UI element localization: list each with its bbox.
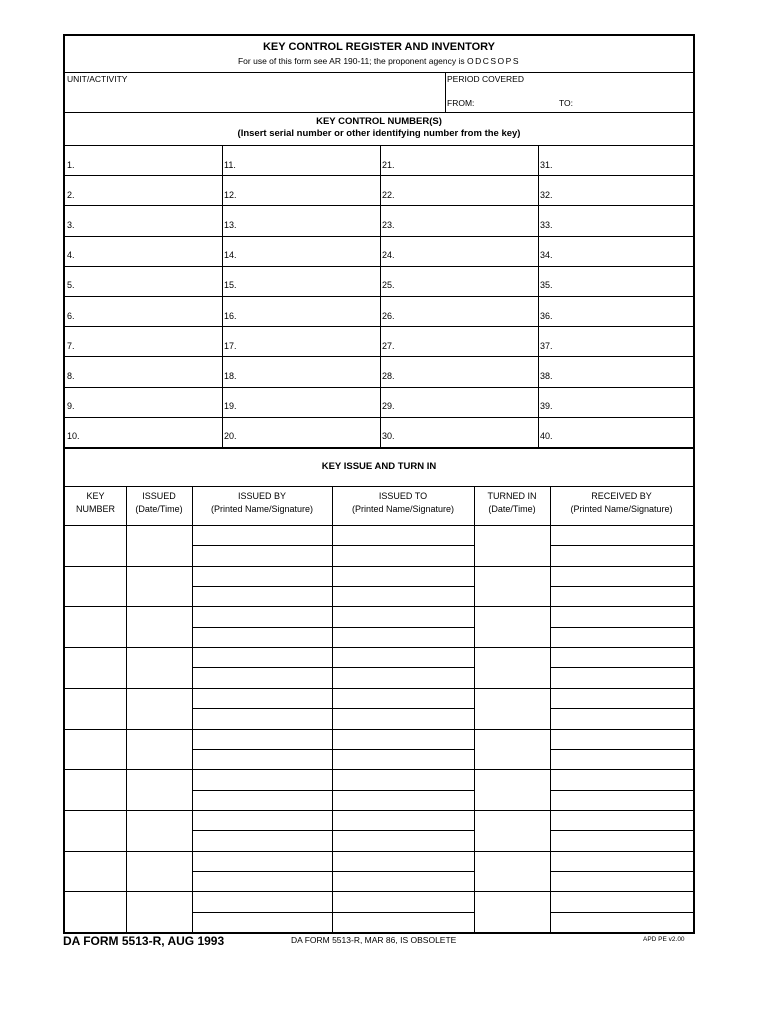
key-number-cell[interactable] <box>66 388 221 416</box>
signature-field[interactable] <box>193 831 331 849</box>
key-number-label: 4. <box>67 250 75 261</box>
key-number-label: 6. <box>67 310 75 321</box>
key-number-cell[interactable] <box>381 418 537 446</box>
signature-field[interactable] <box>333 831 473 849</box>
signature-field[interactable] <box>333 628 473 646</box>
turned-in-datetime-field[interactable] <box>475 852 549 891</box>
key-number-cell[interactable] <box>539 388 692 416</box>
key-number-field[interactable] <box>66 892 125 931</box>
key-number-label: 5. <box>67 280 75 291</box>
key-number-label: 19. <box>224 401 237 412</box>
form-title: KEY CONTROL REGISTER AND INVENTORY <box>262 41 496 53</box>
key-number-label: 12. <box>224 189 237 200</box>
signature-field[interactable] <box>333 709 473 727</box>
signature-field[interactable] <box>193 750 331 768</box>
key-number-label: 25. <box>382 280 395 291</box>
printed-name-field[interactable] <box>333 852 473 870</box>
turned-in-datetime-field[interactable] <box>475 730 549 769</box>
issued-datetime-field[interactable] <box>127 770 191 809</box>
column-header-line1: TURNED IN <box>487 491 537 501</box>
key-number-label: 27. <box>382 340 395 351</box>
key-number-cell[interactable] <box>223 297 379 325</box>
key-number-cell[interactable] <box>539 327 692 355</box>
key-number-label: 34. <box>540 250 553 261</box>
key-number-label: 23. <box>382 219 395 230</box>
turned-in-datetime-field[interactable] <box>475 811 549 850</box>
form-subtitle <box>65 56 693 66</box>
printed-name-field[interactable] <box>551 770 692 788</box>
key-control-numbers-title: KEY CONTROL NUMBER(S) <box>316 116 442 127</box>
obsolete-note: DA FORM 5513-R, MAR 86, IS OBSOLETE <box>291 935 457 945</box>
to-label: TO: <box>559 98 574 108</box>
issued-datetime-field[interactable] <box>127 689 191 728</box>
signature-field[interactable] <box>551 750 692 768</box>
key-number-cell[interactable] <box>381 206 537 234</box>
printed-name-field[interactable] <box>333 567 473 585</box>
printed-name-field[interactable] <box>193 607 331 625</box>
signature-field[interactable] <box>193 628 331 646</box>
signature-field[interactable] <box>551 628 692 646</box>
key-number-label: 16. <box>224 310 237 321</box>
from-label: FROM: <box>447 98 475 108</box>
key-number-field[interactable] <box>66 607 125 646</box>
key-number-cell[interactable] <box>381 267 537 295</box>
column-header-line2: (Printed Name/Signature) <box>351 504 455 514</box>
divider <box>445 72 446 112</box>
signature-field[interactable] <box>551 587 692 605</box>
key-number-label: 28. <box>382 370 395 381</box>
key-number-field[interactable] <box>66 770 125 809</box>
key-number-label: 13. <box>224 219 237 230</box>
key-number-cell[interactable] <box>381 176 537 204</box>
signature-field[interactable] <box>551 668 692 686</box>
column-header <box>550 490 693 516</box>
column-header-line1: ISSUED BY <box>237 491 286 501</box>
key-number-label: 1. <box>67 159 75 170</box>
key-number-label: 3. <box>67 219 75 230</box>
column-header-line2: (Printed Name/Signature) <box>210 504 314 514</box>
key-number-cell[interactable] <box>223 206 379 234</box>
key-number-cell[interactable] <box>223 267 379 295</box>
column-header-line1: RECEIVED BY <box>591 491 652 501</box>
to-field[interactable] <box>577 94 689 110</box>
printed-name-field[interactable] <box>551 811 692 829</box>
key-number-field[interactable] <box>66 526 125 565</box>
key-number-cell[interactable] <box>539 146 692 174</box>
signature-field[interactable] <box>333 546 473 564</box>
key-number-cell[interactable] <box>66 327 221 355</box>
key-number-cell[interactable] <box>66 418 221 446</box>
signature-field[interactable] <box>193 709 331 727</box>
key-number-label: 31. <box>540 159 553 170</box>
key-number-cell[interactable] <box>66 267 221 295</box>
key-number-label: 22. <box>382 189 395 200</box>
column-header-line1: KEY <box>86 491 105 501</box>
column-header-line2: (Date/Time) <box>488 504 536 514</box>
column-header-line2: (Printed Name/Signature) <box>570 504 673 514</box>
unit-activity-field[interactable] <box>67 84 441 110</box>
printed-name-field[interactable] <box>551 567 692 585</box>
subtitle-prefix: For use of this form see AR 190-11; the proponent agency is <box>237 56 465 66</box>
key-number-label: 32. <box>540 189 553 200</box>
printed-name-field[interactable] <box>193 689 331 707</box>
key-number-cell[interactable] <box>381 388 537 416</box>
form-version: APD PE v2.00 <box>643 936 685 943</box>
key-number-cell[interactable] <box>539 237 692 265</box>
key-number-cell[interactable] <box>539 297 692 325</box>
key-number-label: 37. <box>540 340 553 351</box>
key-number-cell[interactable] <box>66 297 221 325</box>
key-number-label: 2. <box>67 189 75 200</box>
key-number-label: 30. <box>382 431 395 442</box>
key-number-cell[interactable] <box>223 418 379 446</box>
printed-name-field[interactable] <box>333 811 473 829</box>
printed-name-field[interactable] <box>333 526 473 544</box>
key-control-form <box>63 34 695 934</box>
key-number-field[interactable] <box>66 852 125 891</box>
unit-activity-label: UNIT/ACTIVITY <box>67 74 128 84</box>
key-number-field[interactable] <box>66 567 125 606</box>
printed-name-field[interactable] <box>333 892 473 910</box>
signature-field[interactable] <box>333 791 473 809</box>
key-number-cell[interactable] <box>66 146 221 174</box>
turned-in-datetime-field[interactable] <box>475 892 549 931</box>
divider <box>65 447 693 449</box>
issued-datetime-field[interactable] <box>127 892 191 931</box>
key-number-label: 20. <box>224 431 237 442</box>
key-number-field[interactable] <box>66 648 125 687</box>
printed-name-field[interactable] <box>193 730 331 748</box>
printed-name-field[interactable] <box>333 648 473 666</box>
key-number-cell[interactable] <box>381 237 537 265</box>
printed-name-field[interactable] <box>551 852 692 870</box>
printed-name-field[interactable] <box>193 567 331 585</box>
printed-name-field[interactable] <box>551 892 692 910</box>
turned-in-datetime-field[interactable] <box>475 607 549 646</box>
printed-name-field[interactable] <box>551 730 692 748</box>
issued-datetime-field[interactable] <box>127 607 191 646</box>
key-number-cell[interactable] <box>539 357 692 385</box>
signature-field[interactable] <box>333 668 473 686</box>
turned-in-datetime-field[interactable] <box>475 770 549 809</box>
turned-in-datetime-field[interactable] <box>475 567 549 606</box>
printed-name-field[interactable] <box>551 648 692 666</box>
signature-field[interactable] <box>333 913 473 931</box>
key-number-label: 29. <box>382 401 395 412</box>
turned-in-datetime-field[interactable] <box>475 526 549 565</box>
turned-in-datetime-field[interactable] <box>475 648 549 687</box>
column-header-line2: (Date/Time) <box>135 504 183 514</box>
key-number-cell[interactable] <box>66 206 221 234</box>
signature-field[interactable] <box>193 913 331 931</box>
issued-datetime-field[interactable] <box>127 567 191 606</box>
key-number-label: 8. <box>67 370 75 381</box>
signature-field[interactable] <box>333 872 473 890</box>
printed-name-field[interactable] <box>333 730 473 748</box>
key-number-label: 33. <box>540 219 553 230</box>
key-number-cell[interactable] <box>381 146 537 174</box>
printed-name-field[interactable] <box>333 770 473 788</box>
key-number-label: 40. <box>540 431 553 442</box>
printed-name-field[interactable] <box>333 607 473 625</box>
key-number-label: 11. <box>224 159 236 170</box>
key-number-field[interactable] <box>66 811 125 850</box>
signature-field[interactable] <box>551 791 692 809</box>
issued-datetime-field[interactable] <box>127 648 191 687</box>
key-issue-title: KEY ISSUE AND TURN IN <box>321 461 437 472</box>
key-number-cell[interactable] <box>381 327 537 355</box>
signature-field[interactable] <box>193 587 331 605</box>
key-number-cell[interactable] <box>223 357 379 385</box>
key-number-label: 7. <box>67 340 75 351</box>
key-number-label: 10. <box>67 431 80 442</box>
key-number-label: 38. <box>540 370 553 381</box>
key-number-label: 18. <box>224 370 237 381</box>
column-header-line2: NUMBER <box>75 504 115 514</box>
printed-name-field[interactable] <box>551 689 692 707</box>
signature-field[interactable] <box>193 872 331 890</box>
signature-field[interactable] <box>193 546 331 564</box>
key-number-cell[interactable] <box>223 237 379 265</box>
key-number-label: 21. <box>382 159 395 170</box>
period-covered-label: PERIOD COVERED <box>447 74 524 84</box>
key-number-label: 36. <box>540 310 553 321</box>
signature-field[interactable] <box>551 872 692 890</box>
key-number-cell[interactable] <box>223 146 379 174</box>
signature-field[interactable] <box>193 668 331 686</box>
key-number-field[interactable] <box>66 730 125 769</box>
issued-datetime-field[interactable] <box>127 852 191 891</box>
key-number-cell[interactable] <box>66 237 221 265</box>
key-number-cell[interactable] <box>381 297 537 325</box>
printed-name-field[interactable] <box>333 689 473 707</box>
column-header <box>65 490 126 516</box>
signature-field[interactable] <box>551 831 692 849</box>
column-header <box>192 490 332 516</box>
signature-field[interactable] <box>551 546 692 564</box>
signature-field[interactable] <box>551 913 692 931</box>
column-header-line1: ISSUED TO <box>378 491 428 501</box>
printed-name-field[interactable] <box>551 607 692 625</box>
column-header <box>126 490 192 516</box>
column-header-line1: ISSUED <box>142 491 176 501</box>
key-number-cell[interactable] <box>223 327 379 355</box>
signature-field[interactable] <box>333 750 473 768</box>
form-number: DA FORM 5513-R, AUG 1993 <box>63 934 225 948</box>
key-number-cell[interactable] <box>539 267 692 295</box>
printed-name-field[interactable] <box>193 852 331 870</box>
printed-name-field[interactable] <box>193 811 331 829</box>
key-number-cell[interactable] <box>223 388 379 416</box>
printed-name-field[interactable] <box>193 892 331 910</box>
signature-field[interactable] <box>193 791 331 809</box>
key-number-cell[interactable] <box>66 176 221 204</box>
key-number-label: 35. <box>540 280 553 291</box>
key-number-label: 26. <box>382 310 395 321</box>
key-number-label: 17. <box>224 340 237 351</box>
printed-name-field[interactable] <box>193 770 331 788</box>
key-number-label: 14. <box>224 250 237 261</box>
signature-field[interactable] <box>551 709 692 727</box>
printed-name-field[interactable] <box>193 648 331 666</box>
key-number-cell[interactable] <box>66 357 221 385</box>
issued-datetime-field[interactable] <box>127 811 191 850</box>
issued-datetime-field[interactable] <box>127 730 191 769</box>
printed-name-field[interactable] <box>551 526 692 544</box>
key-number-label: 39. <box>540 401 553 412</box>
divider <box>65 112 693 113</box>
key-number-cell[interactable] <box>381 357 537 385</box>
key-number-cell[interactable] <box>223 176 379 204</box>
signature-field[interactable] <box>333 587 473 605</box>
key-number-label: 9. <box>67 401 75 412</box>
key-number-label: 24. <box>382 250 395 261</box>
key-number-cell[interactable] <box>539 176 692 204</box>
proponent-agency: ODCSOPS <box>467 56 521 66</box>
printed-name-field[interactable] <box>193 526 331 544</box>
divider <box>65 486 693 487</box>
column-header <box>474 490 550 516</box>
key-control-numbers-subtitle: (Insert serial number or other identifying number from the key) <box>237 128 521 139</box>
key-number-label: 15. <box>224 280 237 291</box>
key-number-cell[interactable] <box>539 206 692 234</box>
turned-in-datetime-field[interactable] <box>475 689 549 728</box>
divider <box>65 72 693 73</box>
issued-datetime-field[interactable] <box>127 526 191 565</box>
column-header <box>332 490 474 516</box>
from-field[interactable] <box>477 94 557 110</box>
key-number-field[interactable] <box>66 689 125 728</box>
key-number-cell[interactable] <box>539 418 692 446</box>
